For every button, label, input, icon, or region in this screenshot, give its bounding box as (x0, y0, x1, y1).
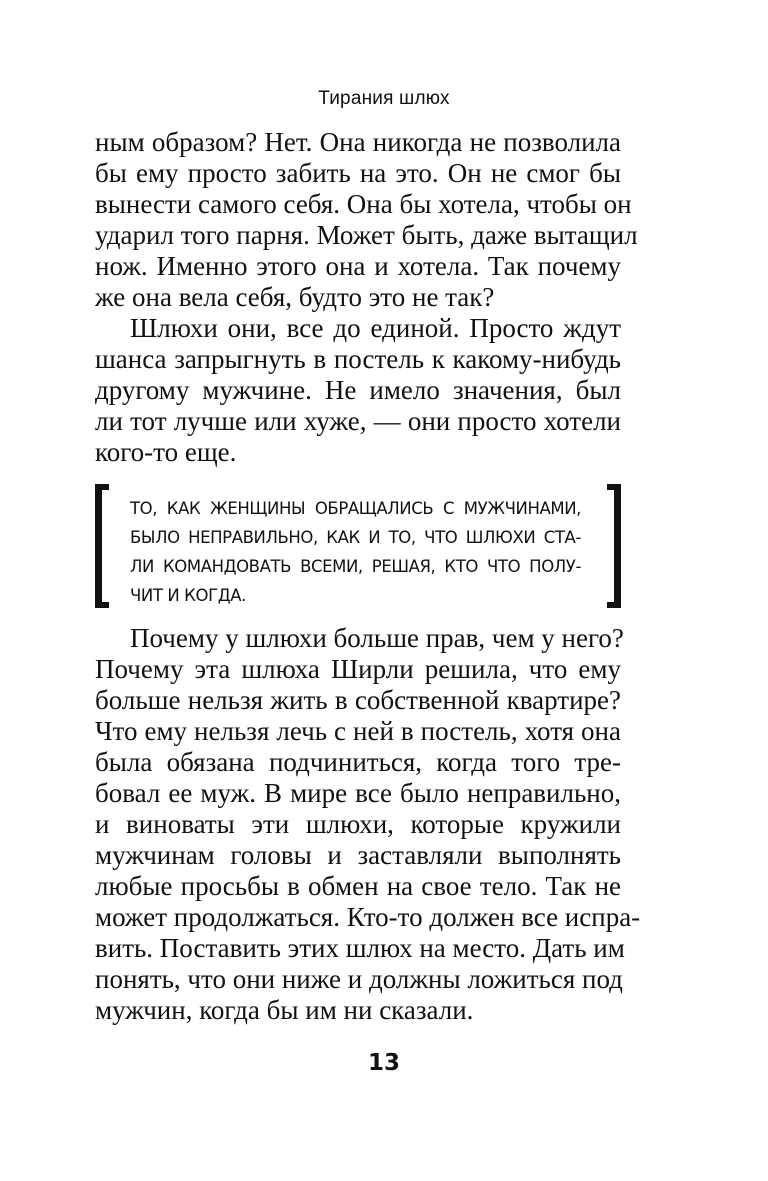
text-line: ударил того парня. Может быть, даже вытащил (95, 220, 638, 250)
text-line: больше нельзя жить в собственной квартире? (95, 685, 621, 715)
body-text-bottom (95, 623, 641, 1026)
pull-quote-text (130, 494, 581, 610)
text-line: Что ему нельзя лечь с ней в постель, хотя она (95, 716, 621, 746)
text-line: нож. Именно этого она и хотела. Так почему (95, 251, 621, 281)
text-line: любые просьбы в обмен на свое тело. Так не (95, 871, 621, 901)
pull-quote (95, 484, 621, 608)
pull-quote-line: ТО, КАК ЖЕНЩИНЫ ОБРАЩАЛИСЬ С МУЖЧИНАМИ, (130, 499, 581, 518)
text-line: бовал ее муж. В мире все было неправильно, (95, 778, 621, 808)
text-line: понять, что они ниже и должны ложиться под (95, 964, 623, 994)
text-line: Шлюхи они, все до единой. Просто ждут (130, 313, 621, 343)
running-title: Тирания шлюх (318, 88, 450, 109)
text-line: мужчин, когда бы им ни сказали. (95, 995, 474, 1025)
pull-quote-line: ЛИ КОМАНДОВАТЬ ВСЕМИ, РЕШАЯ, КТО ЧТО ПОЛУ- (130, 557, 581, 576)
text-line: и виноваты эти шлюхи, которые кружили (95, 809, 621, 839)
text-line: бы ему просто забить на это. Он не смог бы (95, 158, 621, 188)
text-line: Почему эта шлюха Ширли решила, что ему (95, 654, 621, 684)
text-line: ли тот лучше или хуже, — они просто хотели (95, 406, 621, 436)
text-line: шанса запрыгнуть в постель к какому-нибудь (95, 344, 621, 374)
pull-quote-line: БЫЛО НЕПРАВИЛЬНО, КАК И ТО, ЧТО ШЛЮХИ СТА- (130, 528, 581, 547)
body-text-top (95, 127, 638, 468)
page-number: 13 (367, 1050, 400, 1076)
text-line: вить. Поставить этих шлюх на место. Дать им (95, 933, 625, 963)
text-line: Почему у шлюхи больше прав, чем у него? (130, 623, 624, 653)
text-line: ным образом? Нет. Она никогда не позволила (95, 127, 621, 157)
left-bracket-icon (95, 484, 109, 608)
pull-quote-line: ЧИТ И КОГДА. (130, 586, 246, 605)
text-line: может продолжаться. Кто-то должен все испра- (95, 902, 641, 932)
right-bracket-icon (607, 484, 621, 608)
text-line: мужчинам головы и заставляли выполнять (95, 840, 621, 870)
text-line: вынести самого себя. Она бы хотела, чтобы он (95, 189, 632, 219)
text-line: кого-то еще. (95, 437, 237, 467)
text-line: же она вела себя, будто это не так? (95, 282, 495, 312)
text-line: была обязана подчиниться, когда того тре- (95, 747, 621, 777)
text-line: другому мужчине. Не имело значения, был (95, 375, 621, 405)
